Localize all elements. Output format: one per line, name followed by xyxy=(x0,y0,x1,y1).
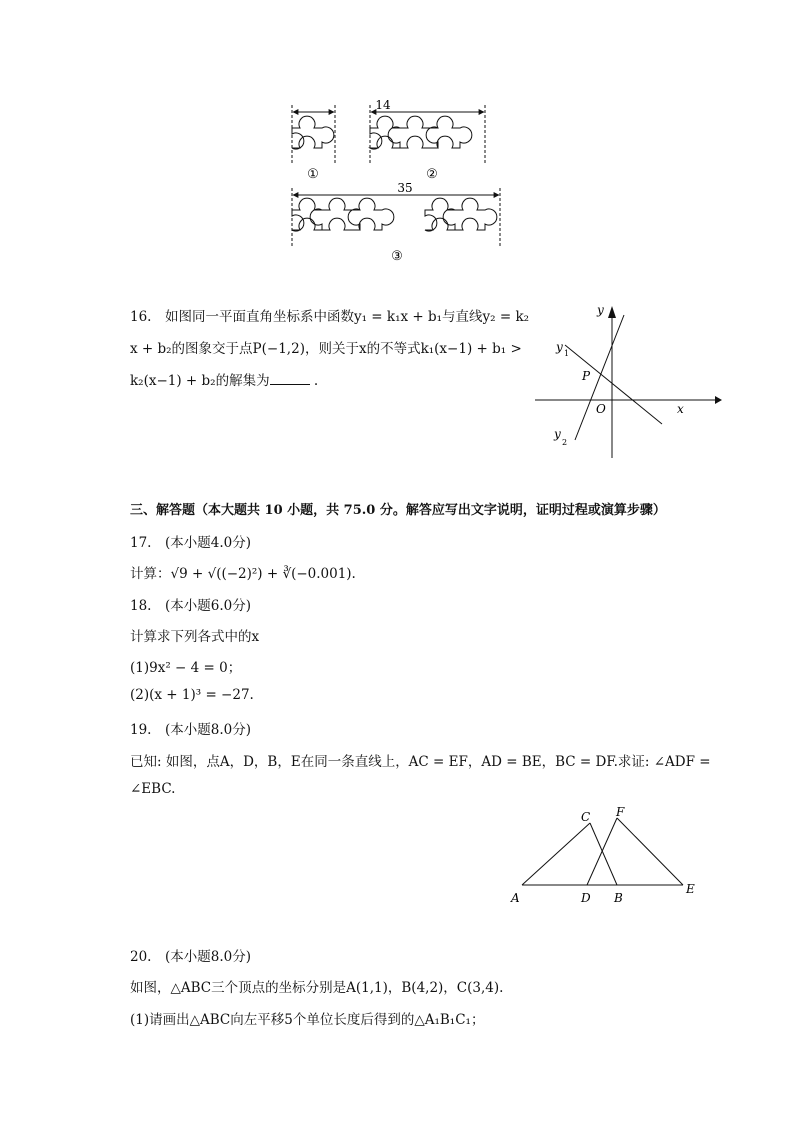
section-3-header: 三、解答题（本大题共 10 小题，共 75.0 分。解答应写出文字说明，证明过程或演算步骤） xyxy=(130,503,666,518)
width-label-14: 14 xyxy=(375,98,391,112)
q20-line-1: 如图，△ABC三个顶点的坐标分别是A(1,1)，B(4,2)，C(3,4). xyxy=(130,980,504,996)
width-label-35: 35 xyxy=(397,181,413,195)
y2-label: y xyxy=(554,427,561,441)
q19-line-1: 已知: 如图，点A，D，B，E在同一条直线上，AC = EF，AD = BE，BC = DF.求证: ∠ADF = xyxy=(130,754,711,770)
segment-cb xyxy=(590,823,617,885)
answer-blank xyxy=(270,372,310,385)
segment-fe xyxy=(617,818,683,885)
y-axis-label: y xyxy=(597,303,604,317)
x-axis-arrow xyxy=(715,396,722,404)
q19-line-2: ∠EBC. xyxy=(130,781,176,797)
q18-intro: 计算求下列各式中的x xyxy=(130,629,260,645)
puzzle-piece-3 xyxy=(292,188,500,248)
figure-label-3: ③ xyxy=(391,249,403,264)
y2-subscript: 2 xyxy=(562,438,568,447)
figure-label-2: ② xyxy=(426,167,438,182)
point-d-label: D xyxy=(581,891,591,905)
origin-label: O xyxy=(596,402,606,416)
point-b-label: B xyxy=(614,891,623,905)
q20-title: 20. (本小题8.0分) xyxy=(130,949,251,965)
line-y1 xyxy=(565,345,662,424)
puzzle-figure xyxy=(285,95,510,265)
y1-subscript: 1 xyxy=(564,349,570,358)
puzzle-piece-1 xyxy=(292,105,335,165)
q19-figure xyxy=(505,800,705,910)
q16-line-1: 16. 如图同一平面直角坐标系中函数y₁ = k₁x + b₁与直线y₂ = k₂ xyxy=(130,309,530,325)
point-f-label: F xyxy=(616,805,625,819)
segment-ac xyxy=(522,823,590,885)
q16-line-3-end: . xyxy=(309,373,319,389)
q16-line-3-text: k₂(x−1) + b₂的解集为 xyxy=(130,373,270,389)
point-p-label: P xyxy=(582,369,591,383)
point-e-label: E xyxy=(686,882,695,896)
puzzle-piece-2 xyxy=(370,105,485,165)
q18-part-1: (1)9x² − 4 = 0； xyxy=(130,660,242,676)
point-a-label: A xyxy=(511,891,520,905)
q19-title: 19. (本小题8.0分) xyxy=(130,722,251,738)
y1-label: y xyxy=(556,340,563,354)
q20-line-2: (1)请画出△ABC向左平移5个单位长度后得到的△A₁B₁C₁； xyxy=(130,1012,485,1028)
q17-title: 17. (本小题4.0分) xyxy=(130,535,251,551)
q16-graph xyxy=(530,300,730,460)
point-c-label: C xyxy=(581,810,591,824)
q18-part-2: (2)(x + 1)³ = −27. xyxy=(130,687,254,703)
x-axis-label: x xyxy=(677,402,684,416)
y-axis-arrow xyxy=(608,306,616,318)
q16-line-2: x + b₂的图象交于点P(−1,2)，则关于x的不等式k₁(x−1) + b₁ > xyxy=(130,341,522,357)
figure-label-1: ① xyxy=(307,167,319,182)
q16-line-3 xyxy=(130,369,318,389)
q17-body: 计算：√9 + √((−2)²) + ∛(−0.001). xyxy=(130,566,356,582)
q18-title: 18. (本小题6.0分) xyxy=(130,598,251,614)
